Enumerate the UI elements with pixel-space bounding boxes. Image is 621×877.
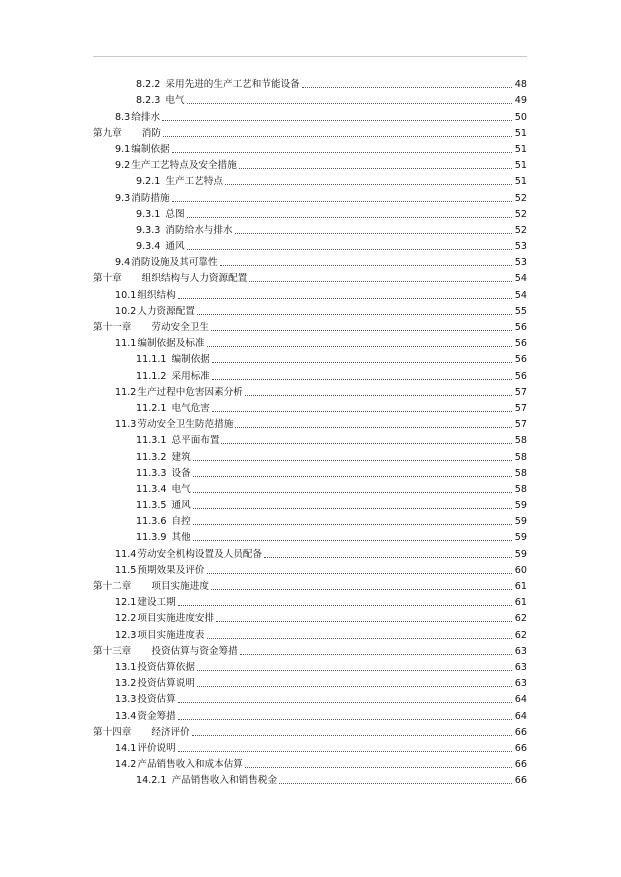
toc-entry-page: 62	[514, 629, 527, 641]
toc-dot-leader	[172, 151, 512, 153]
toc-entry[interactable]	[93, 383, 527, 399]
toc-dot-leader	[193, 475, 512, 477]
toc-entry-number: 9.3.1	[136, 208, 161, 220]
toc-entry-number: 第十一章	[93, 322, 132, 333]
toc-entry[interactable]	[93, 140, 527, 156]
toc-entry-title: 总图	[165, 208, 185, 220]
toc-entry-number: 12.1	[115, 597, 137, 609]
toc-entry[interactable]	[93, 156, 527, 172]
toc-entry-title: 组织结构	[137, 289, 176, 301]
toc-entry-title: 其他	[171, 532, 191, 544]
toc-entry-number: 14.1	[115, 742, 137, 754]
toc-entry-page: 59	[514, 516, 527, 528]
toc-dot-leader	[239, 167, 512, 169]
toc-entry[interactable]	[93, 285, 527, 301]
toc-entry[interactable]	[93, 415, 527, 431]
toc-entry-title: 项目实施进度安排	[137, 613, 215, 625]
toc-entry-number: 11.3	[115, 419, 137, 431]
toc-entry-number: 9.3	[115, 192, 131, 204]
toc-entry-number: 第十章	[93, 273, 122, 285]
toc-entry-number: 9.1	[115, 143, 131, 155]
toc-entry[interactable]	[93, 496, 527, 512]
table-of-contents	[93, 75, 527, 787]
toc-dot-leader	[193, 459, 512, 461]
toc-entry-number: 13.3	[115, 694, 137, 706]
toc-entry-page: 49	[514, 95, 527, 107]
header-rule	[93, 56, 527, 57]
toc-dot-leader	[207, 345, 512, 347]
toc-entry-number: 11.3.9	[136, 532, 167, 544]
toc-entry-title: 投资估算	[137, 694, 176, 706]
toc-entry-page: 56	[514, 354, 527, 366]
toc-entry-title: 总平面布置	[171, 435, 220, 447]
toc-entry-title: 劳动安全机构设置及人员配备	[137, 548, 263, 560]
toc-entry-page: 66	[514, 726, 527, 738]
toc-entry-title: 通风	[165, 241, 185, 253]
toc-entry-title: 编制依据	[171, 354, 210, 366]
toc-entry[interactable]	[93, 205, 527, 221]
toc-entry-title: 消防设施及其可靠性	[131, 257, 218, 269]
toc-dot-leader	[178, 297, 512, 299]
toc-entry-page: 56	[514, 370, 527, 382]
toc-entry[interactable]	[93, 561, 527, 577]
toc-dot-leader	[178, 701, 512, 703]
toc-entry-page: 56	[514, 338, 527, 350]
toc-entry-number: 11.3.1	[136, 435, 167, 447]
toc-entry[interactable]	[93, 625, 527, 641]
toc-entry[interactable]	[93, 512, 527, 528]
toc-entry-page: 54	[514, 289, 527, 301]
toc-entry-title: 生产工艺特点及安全措施	[131, 160, 237, 172]
toc-entry[interactable]	[93, 658, 527, 674]
toc-entry-page: 64	[514, 694, 527, 706]
toc-dot-leader	[197, 669, 512, 671]
toc-entry-page: 59	[514, 532, 527, 544]
toc-entry[interactable]	[93, 221, 527, 237]
toc-entry-title: 产品销售收入和成本估算	[137, 759, 243, 771]
toc-entry-title: 消防给水与排水	[165, 224, 233, 236]
toc-entry[interactable]	[93, 739, 527, 755]
toc-entry-title: 消防	[141, 127, 161, 139]
toc-entry[interactable]	[93, 75, 527, 91]
toc-entry-number: 11.3.6	[136, 516, 167, 528]
toc-dot-leader	[187, 248, 512, 250]
toc-dot-leader	[163, 135, 512, 137]
toc-entry-number: 11.1.2	[136, 370, 167, 382]
toc-entry-page: 51	[514, 143, 527, 155]
toc-entry-number: 11.5	[115, 564, 137, 576]
toc-entry-title: 人力资源配置	[137, 305, 195, 317]
toc-dot-leader	[193, 523, 512, 525]
toc-dot-leader	[187, 102, 512, 104]
toc-entry[interactable]	[93, 366, 527, 382]
toc-entry-page: 64	[514, 710, 527, 722]
toc-entry-title: 采用先进的生产工艺和节能设备	[165, 79, 300, 91]
toc-dot-leader	[245, 394, 512, 396]
toc-entry-title: 给排水	[131, 111, 161, 123]
toc-entry-number: 11.3.2	[136, 451, 167, 463]
toc-entry-title: 采用标准	[171, 370, 210, 382]
toc-entry[interactable]	[93, 755, 527, 771]
toc-entry-page: 66	[514, 759, 527, 771]
toc-entry-number: 14.2	[115, 759, 137, 771]
toc-entry-number: 13.1	[115, 661, 137, 673]
toc-entry-number: 11.3.3	[136, 467, 167, 479]
toc-entry[interactable]	[93, 447, 527, 463]
toc-entry-number: 12.3	[115, 629, 137, 641]
toc-entry[interactable]	[93, 269, 527, 285]
toc-entry-title: 项目实施进度表	[137, 629, 205, 641]
toc-entry-title: 生产工艺特点	[165, 176, 223, 188]
toc-entry-page: 62	[514, 613, 527, 625]
toc-entry-page: 61	[514, 581, 527, 592]
toc-dot-leader	[193, 507, 512, 509]
toc-entry[interactable]	[93, 723, 527, 739]
toc-dot-leader	[197, 685, 512, 687]
toc-entry[interactable]	[93, 690, 527, 706]
toc-entry-title: 设备	[171, 467, 191, 479]
toc-entry-title: 电气	[171, 483, 191, 495]
toc-entry-number: 11.3.4	[136, 483, 167, 495]
toc-entry-page: 50	[514, 111, 527, 123]
toc-dot-leader	[207, 637, 512, 639]
toc-entry-title: 自控	[171, 516, 191, 528]
toc-entry-page: 52	[514, 208, 527, 220]
toc-entry-number: 11.2.1	[136, 402, 167, 414]
toc-entry-title: 项目实施进度	[151, 581, 209, 592]
toc-entry[interactable]	[93, 771, 527, 787]
toc-entry[interactable]	[93, 91, 527, 107]
toc-entry-number: 8.3	[115, 111, 131, 123]
toc-entry-title: 生产过程中危害因素分析	[137, 386, 243, 398]
toc-entry[interactable]	[93, 609, 527, 625]
toc-entry-number: 9.4	[115, 257, 131, 269]
toc-entry-page: 58	[514, 467, 527, 479]
toc-entry[interactable]	[93, 674, 527, 690]
toc-entry-page: 57	[514, 419, 527, 431]
toc-entry-number: 13.2	[115, 678, 137, 690]
toc-entry[interactable]	[93, 706, 527, 722]
toc-entry-number: 11.1.1	[136, 354, 167, 366]
toc-dot-leader	[264, 556, 512, 558]
toc-entry-page: 58	[514, 451, 527, 463]
toc-entry[interactable]	[93, 237, 527, 253]
toc-entry-page: 58	[514, 483, 527, 495]
toc-entry-title: 建筑	[171, 451, 191, 463]
toc-entry-page: 56	[514, 322, 527, 333]
toc-entry[interactable]	[93, 302, 527, 318]
toc-entry-title: 电气危害	[171, 402, 210, 414]
toc-dot-leader	[178, 718, 512, 720]
toc-entry[interactable]	[93, 188, 527, 204]
toc-dot-leader	[211, 588, 512, 590]
toc-entry-page: 57	[514, 386, 527, 398]
toc-entry-title: 投资估算说明	[137, 678, 195, 690]
toc-dot-leader	[197, 313, 512, 315]
toc-entry[interactable]	[93, 350, 527, 366]
toc-entry-page: 52	[514, 224, 527, 236]
toc-entry-title: 资金筹措	[137, 710, 176, 722]
toc-entry-page: 51	[514, 127, 527, 139]
toc-entry[interactable]	[93, 464, 527, 480]
toc-entry[interactable]	[93, 431, 527, 447]
toc-entry-page: 60	[514, 564, 527, 576]
toc-entry-number: 13.4	[115, 710, 137, 722]
toc-entry-page: 52	[514, 192, 527, 204]
toc-entry-title: 通风	[171, 500, 191, 512]
toc-dot-leader	[212, 410, 512, 412]
toc-entry-page: 51	[514, 160, 527, 172]
toc-entry-number: 12.2	[115, 613, 137, 625]
toc-entry-page: 54	[514, 273, 527, 285]
toc-entry-page: 51	[514, 176, 527, 188]
toc-entry-number: 10.1	[115, 289, 137, 301]
toc-dot-leader	[245, 766, 512, 768]
toc-entry-number: 9.2.1	[136, 176, 161, 188]
toc-entry[interactable]	[93, 253, 527, 269]
toc-entry-title: 投资估算依据	[137, 661, 195, 673]
toc-dot-leader	[212, 361, 512, 363]
toc-entry-title: 评价说明	[137, 742, 176, 754]
toc-entry-title: 编制依据及标准	[137, 338, 205, 350]
toc-entry-title: 投资估算与资金筹措	[151, 645, 238, 657]
toc-entry-page: 53	[514, 257, 527, 269]
toc-dot-leader	[193, 539, 512, 541]
toc-entry-number: 11.1	[115, 338, 137, 350]
toc-entry-title: 经济评价	[151, 726, 190, 738]
toc-entry-title: 产品销售收入和销售税金	[171, 775, 278, 787]
toc-entry[interactable]	[93, 528, 527, 544]
toc-entry-title: 电气	[165, 95, 185, 107]
toc-entry-page: 63	[514, 661, 527, 673]
toc-entry-number: 9.3.4	[136, 241, 161, 253]
toc-entry-title: 编制依据	[131, 143, 170, 155]
toc-dot-leader	[172, 200, 512, 202]
toc-dot-leader	[302, 86, 512, 88]
toc-entry-number: 8.2.3	[136, 95, 161, 107]
toc-entry-title: 劳动安全卫生	[151, 322, 209, 333]
toc-entry-title: 预期效果及评价	[137, 564, 205, 576]
toc-dot-leader	[178, 750, 512, 752]
toc-entry[interactable]	[93, 124, 527, 140]
toc-entry-number: 11.3.5	[136, 500, 167, 512]
toc-dot-leader	[192, 734, 512, 736]
toc-entry-page: 59	[514, 500, 527, 512]
toc-dot-leader	[178, 604, 512, 606]
toc-dot-leader	[225, 183, 512, 185]
toc-entry-number: 14.2.1	[136, 775, 167, 787]
toc-entry-page: 58	[514, 435, 527, 447]
toc-dot-leader	[220, 264, 512, 266]
toc-dot-leader	[211, 329, 512, 331]
toc-entry-number: 8.2.2	[136, 79, 161, 91]
toc-dot-leader	[279, 782, 512, 784]
toc-entry[interactable]	[93, 318, 527, 334]
toc-entry-number: 11.4	[115, 548, 137, 560]
toc-entry-page: 53	[514, 241, 527, 253]
toc-entry-page: 61	[514, 597, 527, 609]
toc-entry-page: 66	[514, 742, 527, 754]
toc-entry[interactable]	[93, 399, 527, 415]
toc-dot-leader	[221, 442, 512, 444]
toc-dot-leader	[249, 280, 512, 282]
toc-entry[interactable]	[93, 593, 527, 609]
toc-entry-page: 63	[514, 645, 527, 657]
toc-entry[interactable]	[93, 642, 527, 658]
toc-dot-leader	[187, 216, 512, 218]
toc-entry-number: 第九章	[93, 127, 122, 139]
toc-entry-page: 55	[514, 305, 527, 317]
toc-dot-leader	[162, 119, 512, 121]
toc-dot-leader	[216, 620, 512, 622]
toc-entry[interactable]	[93, 577, 527, 593]
toc-entry-number: 第十三章	[93, 645, 132, 657]
toc-dot-leader	[207, 572, 512, 574]
toc-entry-number: 10.2	[115, 305, 137, 317]
toc-entry-number: 11.2	[115, 386, 137, 398]
toc-entry[interactable]	[93, 334, 527, 350]
toc-dot-leader	[193, 491, 512, 493]
toc-entry[interactable]	[93, 107, 527, 123]
toc-entry[interactable]	[93, 480, 527, 496]
toc-entry[interactable]	[93, 172, 527, 188]
toc-entry[interactable]	[93, 544, 527, 560]
toc-entry-page: 63	[514, 678, 527, 690]
toc-entry-page: 66	[514, 775, 527, 787]
toc-entry-title: 消防措施	[131, 192, 170, 204]
toc-entry-number: 9.2	[115, 160, 131, 172]
toc-entry-number: 9.3.3	[136, 224, 161, 236]
toc-entry-title: 建设工期	[137, 597, 176, 609]
toc-dot-leader	[240, 653, 512, 655]
toc-entry-page: 48	[514, 79, 527, 91]
toc-entry-number: 第十二章	[93, 581, 132, 592]
toc-entry-page: 59	[514, 548, 527, 560]
toc-dot-leader	[235, 426, 512, 428]
toc-entry-title: 劳动安全卫生防范措施	[137, 419, 234, 431]
toc-entry-page: 57	[514, 402, 527, 414]
toc-entry-title: 组织结构与人力资源配置	[141, 273, 248, 285]
toc-entry-number: 第十四章	[93, 726, 132, 738]
toc-dot-leader	[212, 378, 512, 380]
toc-dot-leader	[235, 232, 512, 234]
